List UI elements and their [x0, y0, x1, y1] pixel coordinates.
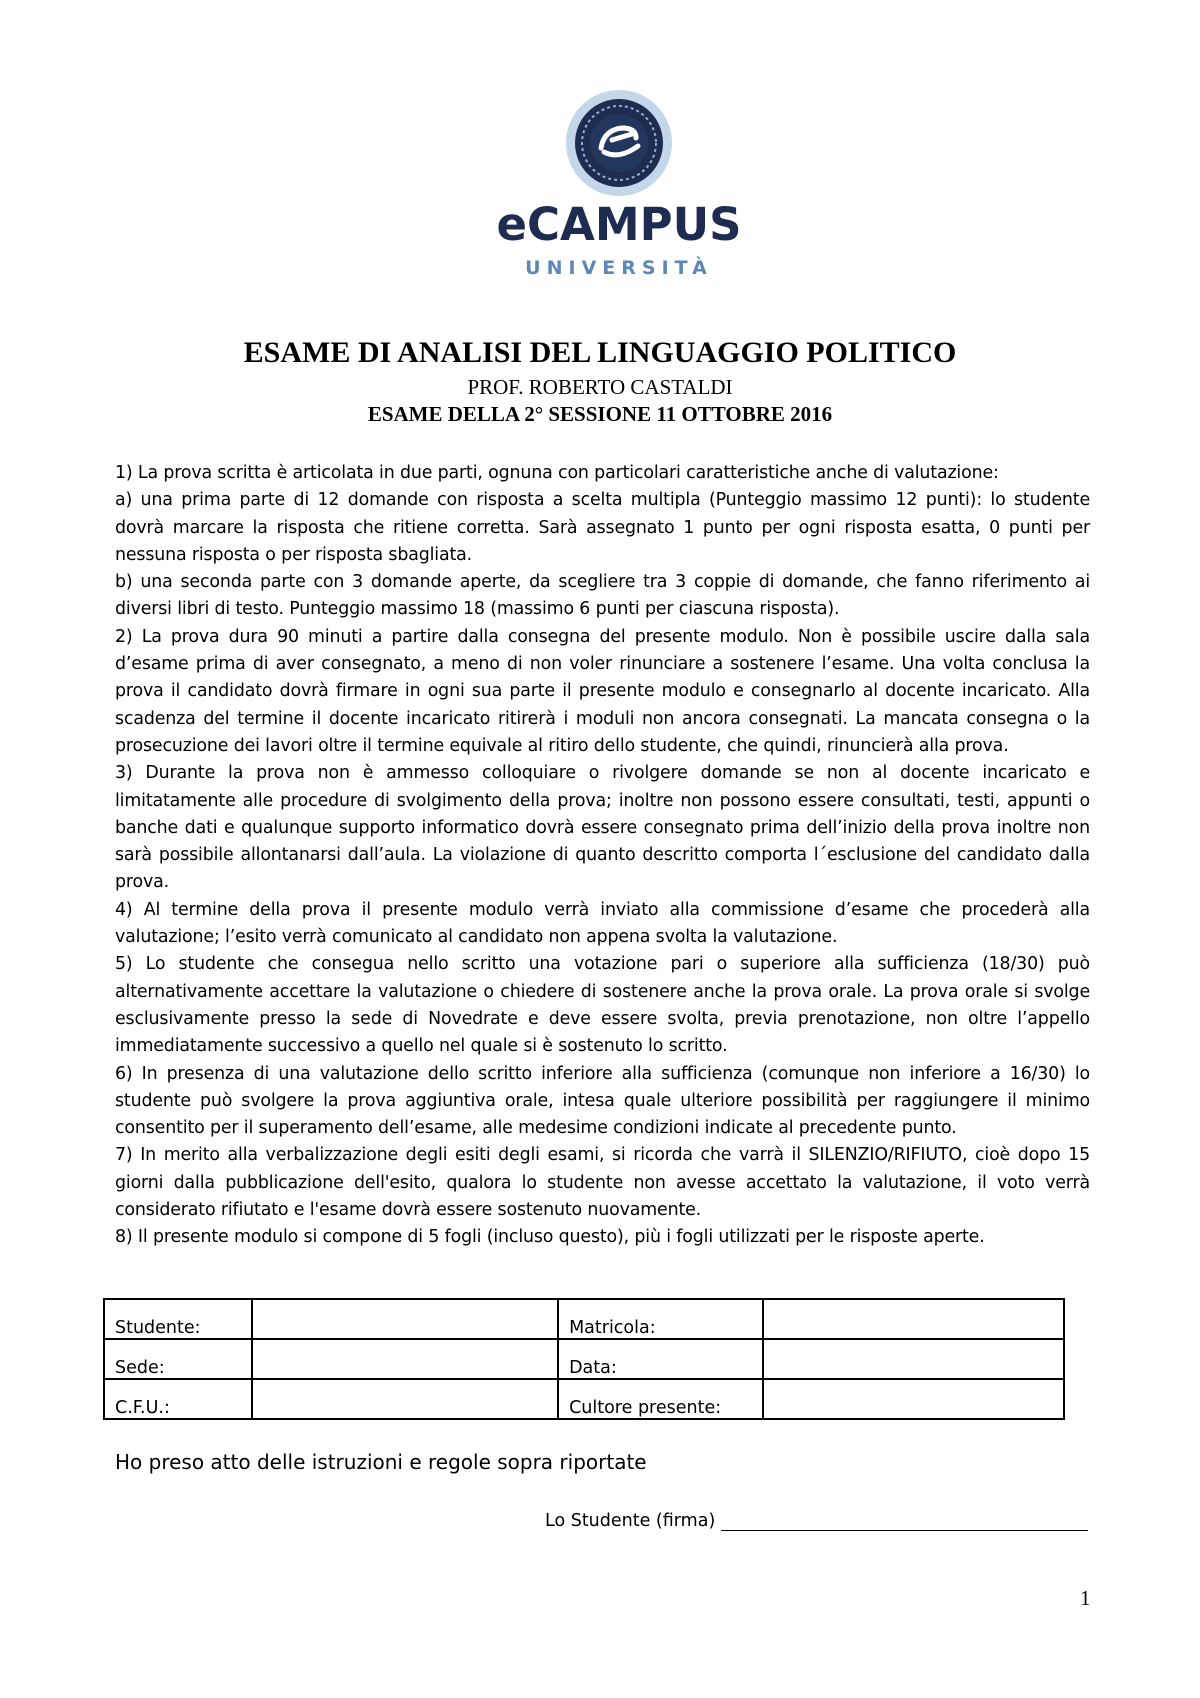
rule-paragraph: 3) Durante la prova non è ammesso colloquiare o rivolgere domande se non al docente incaricato e limitatamente alle procedure di svolgimento della prova; inoltre non possono essere consultati, testi, appunti o banche dati e qualunque supporto informatico dovrà essere consegnato prima dell’inizio della prova inoltre non sarà possibile allontanarsi dall’aula. La violazione di quanto descritto comporta l´esclusione del candidato dalla prova.: [115, 763, 1090, 893]
exam-title: ESAME DI ANALISI DEL LINGUAGGIO POLITICO: [243, 336, 957, 369]
table-row: [104, 1339, 1064, 1379]
table-row: [104, 1299, 1064, 1339]
ecampus-logo: [484, 80, 754, 290]
exam-rules: [115, 460, 1090, 1252]
university-seal-icon: [564, 88, 674, 198]
rule-paragraph: 8) Il presente modulo si compone di 5 fogli (incluso questo), più i fogli utilizzati per le risposte aperte.: [115, 1227, 985, 1248]
signature-line[interactable]: [721, 1510, 1088, 1531]
student-info-table: [103, 1298, 1065, 1420]
acknowledgement-text: Ho preso atto delle istruzioni e regole sopra riportate: [115, 1450, 647, 1474]
cfu-label: C.F.U.:: [104, 1379, 252, 1419]
table-row: [104, 1379, 1064, 1419]
signature-label: Lo Studente (firma): [545, 1511, 716, 1531]
rule-paragraph: 5) Lo studente che consegua nello scritto una votazione pari o superiore alla sufficienza (18/30) può alternativamente accettare la valutazione o chiedere di sostenere anche la prova orale. La prova orale si svolge esclusivamente presso la sede di Novedrate e deve essere svolta, previa prenotazione, non oltre l’appello immediatamente successivo a quello nel quale si è sostenuto lo scritto.: [115, 954, 1090, 1057]
rule-paragraph: 2) La prova dura 90 minuti a partire dalla consegna del presente modulo. Non è possibile uscire dalla sala d’esame prima di aver consegnato, a meno di non voler rinunciare a sostenere l’esame. Una volta conclusa la prova il candidato dovrà firmare in ogni sua parte il presente modulo e consegnarlo al docente incaricato. Alla scadenza del termine il docente incaricato ritirerà i moduli non ancora consegnati. La mancata consegna o la prosecuzione dei lavori oltre il termine equivale al ritiro dello studente, che quindi, rinuncierà alla prova.: [115, 626, 1090, 756]
matricola-label: Matricola:: [558, 1299, 763, 1339]
data-label: Data:: [558, 1339, 763, 1379]
rule-paragraph: 4) Al termine della prova il presente modulo verrà inviato alla commissione d’esame che procederà alla valutazione; l’esito verrà comunicato al candidato non appena svolta la valutazione.: [115, 899, 1090, 948]
student-field[interactable]: [252, 1299, 558, 1339]
rule-paragraph: 1) La prova scritta è articolata in due parti, ognuna con particolari caratteristiche anche di valutazione:: [115, 463, 999, 483]
matricola-field[interactable]: [763, 1299, 1064, 1339]
cultore-label: Cultore presente:: [558, 1379, 763, 1419]
data-field[interactable]: [763, 1339, 1064, 1379]
brand-subtitle: UNIVERSITÀ: [525, 257, 713, 279]
brand-name: eCAMPUS: [496, 198, 742, 251]
sede-label: Sede:: [104, 1339, 252, 1379]
cultore-field[interactable]: [763, 1379, 1064, 1419]
exam-session: ESAME DELLA 2° SESSIONE 11 OTTOBRE 2016: [367, 402, 833, 426]
professor-name: PROF. ROBERTO CASTALDI: [467, 375, 733, 399]
rule-paragraph: 6) In presenza di una valutazione dello scritto inferiore alla sufficienza (comunque non inferiore a 16/30) lo studente può svolgere la prova aggiuntiva orale, intesa quale ulteriore possibilità per raggiungere il minimo consentito per il superamento dell’esame, alle medesime condizioni indicate al precedente punto.: [115, 1063, 1090, 1139]
rule-paragraph: b) una seconda parte con 3 domande aperte, da scegliere tra 3 coppie di domande, che fanno riferimento ai diversi libri di testo. Punteggio massimo 18 (massimo 6 punti per ciascuna risposta).: [115, 572, 1090, 620]
sede-field[interactable]: [252, 1339, 558, 1379]
student-label: Studente:: [104, 1299, 252, 1339]
rule-paragraph: 7) In merito alla verbalizzazione degli esiti degli esami, si ricorda che varrà il SILENZIO/RIFIUTO, cioè dopo 15 giorni dalla pubblicazione dell'esito, qualora lo studente non avesse accettato la valutazione, il voto verrà considerato rifiutato e l'esame dovrà essere sostenuto nuovamente.: [115, 1145, 1090, 1221]
cfu-field[interactable]: [252, 1379, 558, 1419]
signature-area: [545, 1510, 1088, 1531]
rule-paragraph: a) una prima parte di 12 domande con risposta a scelta multipla (Punteggio massimo 12 punti): lo studente dovrà marcare la risposta che ritiene corretta. Sarà assegnato 1 punto per ogni risposta esatta, 0 punti per nessuna risposta o per risposta sbagliata.: [115, 490, 1090, 565]
page-number: 1: [1080, 1586, 1091, 1610]
